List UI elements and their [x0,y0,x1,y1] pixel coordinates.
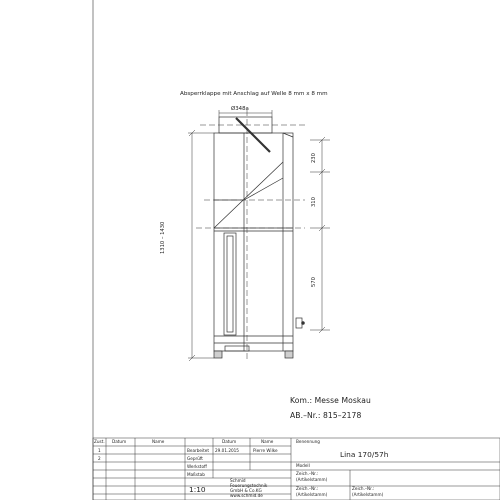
tb-zeich1-b: (Artikelstamm) [296,477,328,482]
tb-zeich3-a: Zeich.–Nr.: [352,486,375,491]
tb-datum-val: 29.01.2015 [215,448,239,453]
tb-col-datum: Datum [112,439,127,444]
diameter-label: Ø348a [231,106,249,112]
right-dimension-chain [310,137,330,333]
tb-datum-head: Datum [222,439,237,444]
dim-top-label: 230 [311,153,317,163]
tb-col-zust: Zust. [94,439,105,444]
tb-zeich1-a: Zeich.–Nr.: [296,471,319,476]
tb-benennung-label: Benennung [296,439,320,444]
overall-height-dimension [188,130,214,361]
tb-zeich2-a: Zeich.–Nr.: [296,486,319,491]
tb-modell: Modell [296,463,310,468]
dim-mid-label: 310 [311,197,317,207]
overall-height-label: 1310 – 1430 [160,221,166,254]
damper-flap [236,118,270,152]
stove-body [214,133,293,351]
project-order-number: AB.–Nr.: 815–2178 [290,411,362,420]
tb-scale: 1:10 [189,485,206,494]
tb-company-3: GmbH & Co.KG [230,488,262,493]
tb-row-2: 2 [98,456,101,461]
tb-bearbeitet: Bearbeitet [187,448,209,453]
tb-company-1: Schmid [230,478,246,483]
tb-zeich3-b: (Artikelstamm) [352,492,384,497]
tb-company-2: Feuerungstechnik [230,483,268,488]
tb-zeich2-b: (Artikelstamm) [296,492,328,497]
tb-name-val: Pierre Wilke [253,448,278,453]
tb-werkstoff: Werkstoff [187,464,207,469]
tb-massstab: Maßstab [187,472,205,477]
tb-col-name: Name [152,439,165,444]
tb-row-1: 1 [98,448,101,453]
project-commission: Kom.: Messe Moskau [290,396,371,405]
damper-note: Absperrklappe mit Anschlag auf Welle 8 mm x 8 mm [180,91,328,97]
tb-company-4: www.schmid.de [230,493,263,498]
tb-benennung: Lina 170/57h [340,450,389,459]
dim-bottom-label: 570 [311,277,317,287]
door-glass [224,233,236,335]
stove-drawing [214,117,304,358]
tb-name-head: Name [261,439,274,444]
tb-geprueft: Geprüft [187,456,203,461]
